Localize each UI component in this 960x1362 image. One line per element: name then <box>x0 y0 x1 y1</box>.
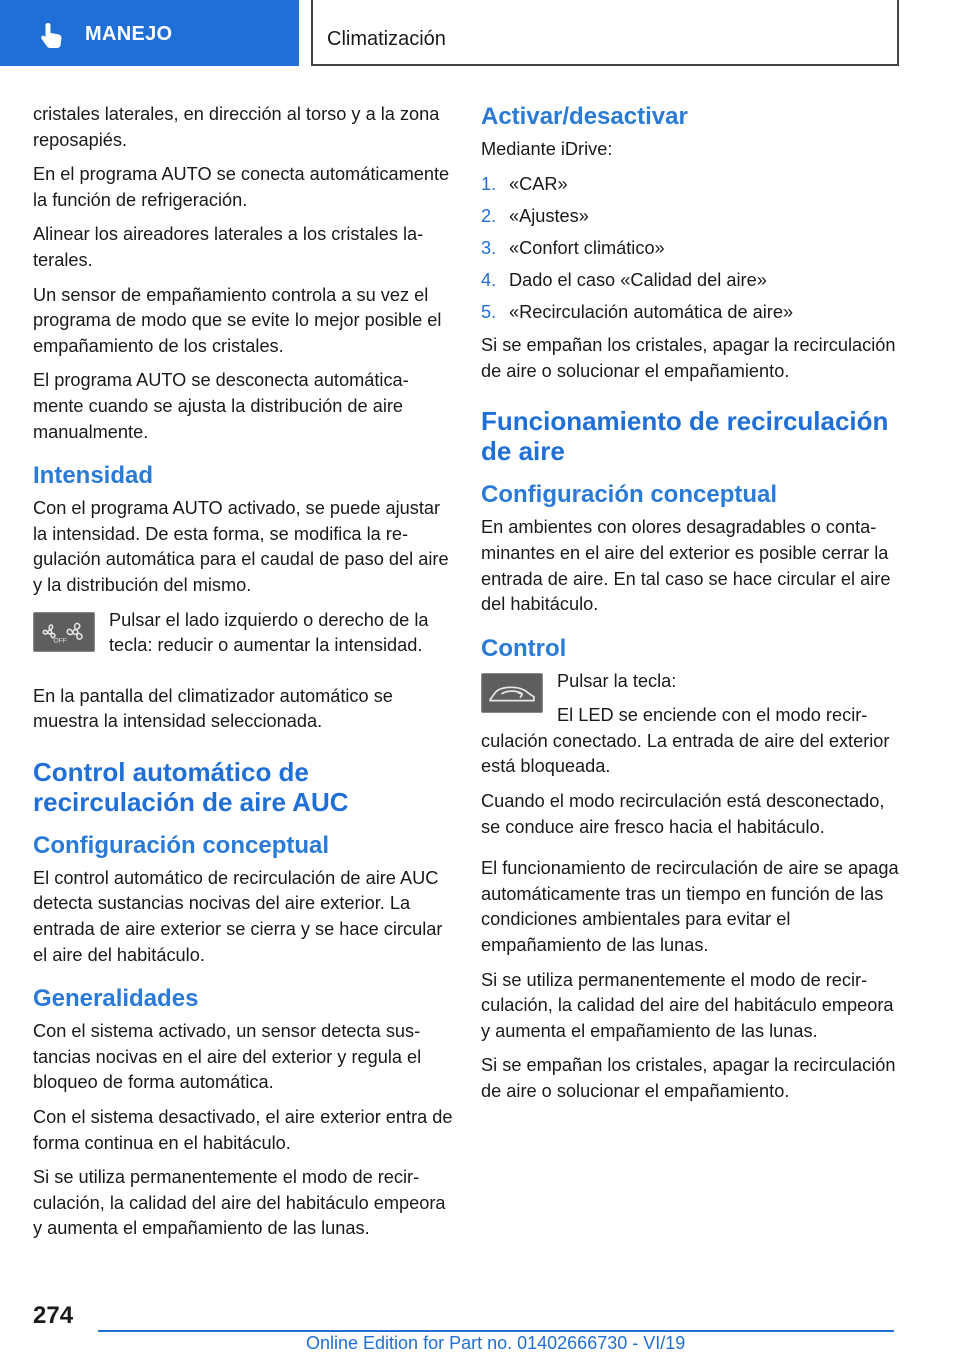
paragraph: Si se utiliza permanentemente el modo de recirculación, la calidad del aire del habitáculo empeora y aumenta el empañamiento de las lunas. <box>33 1167 446 1239</box>
list-item: 4. Dado el caso «Calidad del aire» <box>481 269 767 290</box>
paragraph: Pulsar el lado izquierdo o derecho de la tecla: reducir o aumentar la intensidad. <box>109 609 429 656</box>
paragraph: Con el programa AUTO activado, se puede ajustar la intensidad. De esta forma, se modifica la regulación automática para el caudal de paso del aire y la distribución del mismo. <box>33 498 449 595</box>
svg-text:OFF: OFF <box>53 636 67 644</box>
paragraph: El LED se enciende con el modo recirculación conectado. La entrada de aire del exterior está bloqueada. <box>481 705 890 777</box>
footer-edition: Online Edition for Part no. 01402666730 - VI/19 <box>306 1333 686 1353</box>
heading-config-conceptual: Configuración conceptual <box>33 831 330 859</box>
chapter-title: Climatización <box>327 28 446 50</box>
paragraph: Un sensor de empañamiento controla a su vez el programa de modo que se evite lo mejor posible el empañamiento de los cristales. <box>33 284 442 356</box>
paragraph: Mediante iDrive: <box>481 139 613 159</box>
heading-config-conceptual: Configuración conceptual <box>481 481 778 509</box>
recirc-key-row <box>481 669 901 780</box>
heading-generalidades: Generalidades <box>33 985 199 1013</box>
paragraph: El funcionamiento de recirculación de aire se apaga automáticamente tras un tiempo en función de las condiciones ambientales para evitar el empañamiento de las lunas. <box>481 858 899 956</box>
paragraph: En ambientes con olores desagradables o contaminantes en el aire del exterior es posible cerrar la entrada de aire. En tal caso se hace circular el aire del habitáculo. <box>481 517 891 615</box>
paragraph: Con el sistema desactivado, el aire exterior entra de forma continua en el habitáculo. <box>33 1107 453 1153</box>
footer-divider <box>98 1330 894 1332</box>
paragraph: El programa AUTO se desconecta automáticamente cuando se ajusta la distribución de aire manualmente. <box>33 370 409 442</box>
heading-funcionamiento: Funcionamiento de recirculación de aire <box>481 406 889 467</box>
section-tab-label: MANEJO <box>85 23 173 45</box>
paragraph: Con el sistema activado, un sensor detecta sustancias nocivas en el aire del exterior y regula el bloqueo de forma automática. <box>33 1021 422 1093</box>
paragraph: Pulsar la tecla: <box>557 670 677 691</box>
section-tab[interactable] <box>0 0 299 66</box>
heading-control: Control <box>481 634 567 662</box>
paragraph: cristales laterales, en dirección al torso y a la zona reposapiés. <box>33 104 440 150</box>
steps-list <box>481 172 901 326</box>
paragraph: Cuando el modo recirculación está desconectado, se conduce aire fresco hacia el habitáculo. <box>481 791 885 837</box>
list-item: 2. «Ajustes» <box>481 205 589 226</box>
list-item: 3. «Confort climático» <box>481 237 665 258</box>
heading-intensidad: Intensidad <box>33 462 154 490</box>
air-recirculation-key-icon <box>481 673 543 713</box>
right-column <box>481 102 901 1114</box>
hand-pointer-icon <box>37 20 67 50</box>
fan-intensity-key-icon <box>33 612 95 652</box>
heading-activar: Activar/desactivar <box>481 103 688 130</box>
left-column <box>33 102 453 1251</box>
paragraph: En la pantalla del climatizador automático se muestra la intensidad seleccionada. <box>33 685 393 732</box>
heading-auc: Control automático de recirculación de aire AUC <box>33 756 349 817</box>
paragraph: Si se utiliza permanentemente el modo de recirculación, la calidad del aire del habitáculo empeora y aumenta el empañamiento de las lunas. <box>481 969 894 1041</box>
paragraph: Alinear los aireadores laterales a los cristales laterales. <box>33 224 424 270</box>
fan-key-row <box>33 608 453 668</box>
paragraph: Si se empañan los cristales, apagar la recirculación de aire o solucionar el empañamiento. <box>481 1055 896 1101</box>
page-number: 274 <box>33 1302 74 1329</box>
list-item: 1. «CAR» <box>481 173 568 194</box>
paragraph: El control automático de recirculación de aire AUC detecta sustancias nocivas del aire exterior. La entrada de aire exterior se cierra y se hace circular el aire del habitáculo. <box>33 867 443 965</box>
list-item: 5. «Recirculación automática de aire» <box>481 301 794 322</box>
chapter-header <box>311 0 899 66</box>
paragraph: Si se empañan los cristales, apagar la recirculación de aire o solucionar el empañamiento. <box>481 335 896 381</box>
paragraph: En el programa AUTO se conecta automáticamente la función de refrigeración. <box>33 164 450 210</box>
